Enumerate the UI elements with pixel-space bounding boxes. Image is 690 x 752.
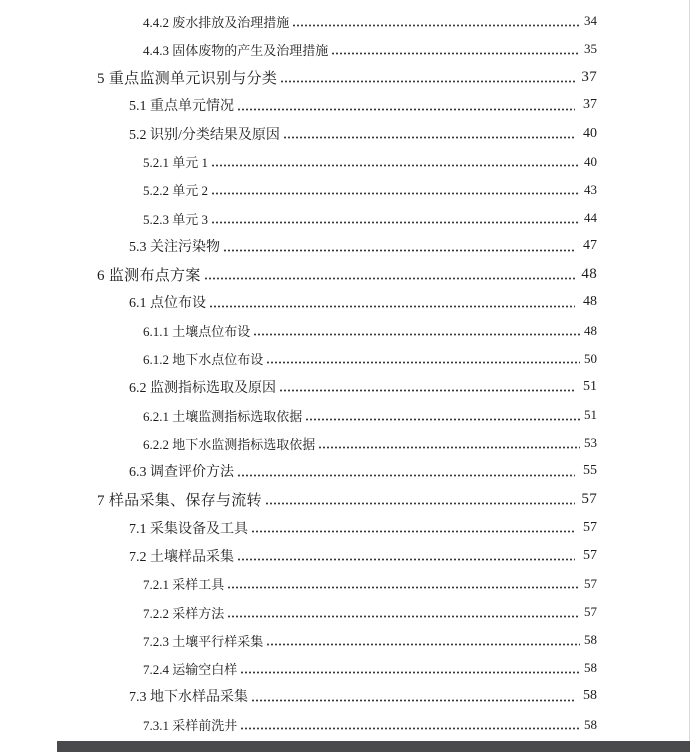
- toc-leader-dots: [237, 108, 575, 111]
- toc-entry[interactable]: [0, 401, 690, 429]
- toc-leader-dots: [204, 277, 575, 280]
- toc-leader-dots: [227, 586, 580, 589]
- toc-entry[interactable]: [0, 598, 690, 626]
- toc-entry[interactable]: [0, 204, 690, 232]
- toc-entry[interactable]: [0, 148, 690, 176]
- toc-entry-page: 40: [583, 125, 597, 141]
- toc-entry-page: 48: [581, 265, 597, 282]
- toc-leader-dots: [237, 474, 575, 477]
- toc-leader-dots: [266, 361, 580, 364]
- toc-entry-page: 37: [583, 97, 597, 113]
- toc-entry-page: 58: [584, 660, 597, 676]
- toc-entry-page: 51: [584, 407, 597, 423]
- toc-entry[interactable]: [0, 654, 690, 682]
- toc-entry[interactable]: [0, 7, 690, 35]
- toc-entry-label: 7.3 地下水样品采集: [129, 690, 248, 706]
- toc-leader-dots: [227, 615, 580, 618]
- toc-leader-dots: [223, 249, 575, 252]
- toc-entry[interactable]: [0, 682, 690, 710]
- toc-entry-page: 57: [583, 547, 597, 563]
- toc-entry-page: 51: [583, 378, 597, 394]
- toc-entry[interactable]: [0, 317, 690, 345]
- toc-entry[interactable]: [0, 288, 690, 316]
- toc-entry[interactable]: [0, 570, 690, 598]
- window-bottom-edge: [57, 741, 690, 752]
- toc-entry-page: 55: [583, 463, 597, 479]
- toc-entry[interactable]: [0, 120, 690, 148]
- toc-entry-label: 5.1 重点单元情况: [129, 99, 234, 115]
- toc-entry[interactable]: [0, 35, 690, 63]
- toc-leader-dots: [251, 530, 575, 533]
- toc-leader-dots: [331, 52, 580, 55]
- toc-list: [0, 7, 690, 739]
- toc-entry-page: 57: [584, 575, 597, 591]
- toc-entry[interactable]: [0, 711, 690, 739]
- toc-entry[interactable]: [0, 457, 690, 485]
- toc-leader-dots: [211, 221, 580, 224]
- toc-entry-page: 57: [583, 519, 597, 535]
- toc-leader-dots: [265, 502, 575, 505]
- toc-entry[interactable]: [0, 485, 690, 513]
- toc-entry-label: 6.2 监测指标选取及原因: [129, 380, 276, 396]
- toc-entry-page: 58: [584, 716, 597, 732]
- toc-leader-dots: [283, 136, 575, 139]
- toc-entry-page: 53: [584, 435, 597, 451]
- toc-entry-label: 6.3 调查评价方法: [129, 465, 234, 481]
- toc-leader-dots: [251, 699, 575, 702]
- toc-leader-dots: [253, 333, 580, 336]
- toc-leader-dots: [240, 727, 580, 730]
- toc-entry-page: 44: [584, 210, 597, 226]
- toc-entry-label: 7 样品采集、保存与流转: [97, 492, 262, 509]
- toc-entry-page: 50: [584, 350, 597, 366]
- toc-entry-label: 4.4.2 废水排放及治理措施: [143, 14, 290, 30]
- toc-entry-page: 47: [583, 238, 597, 254]
- toc-entry-label: 7.3.1 采样前洗井: [143, 718, 238, 734]
- toc-entry[interactable]: [0, 429, 690, 457]
- toc-entry-label: 5.2.2 单元 2: [143, 183, 209, 199]
- toc-entry[interactable]: [0, 514, 690, 542]
- toc-entry-page: 34: [584, 13, 597, 29]
- toc-entry-page: 37: [581, 68, 597, 85]
- toc-entry-label: 6.1.1 土壤点位布设: [143, 324, 251, 340]
- toc-entry-label: 7.2.4 运输空白样: [143, 661, 238, 677]
- toc-leader-dots: [305, 418, 580, 421]
- toc-entry-page: 58: [583, 688, 597, 704]
- toc-entry-label: 5 重点监测单元识别与分类: [97, 70, 278, 87]
- toc-entry-label: 6.1.2 地下水点位布设: [143, 352, 264, 368]
- toc-leader-dots: [266, 643, 580, 646]
- toc-entry[interactable]: [0, 63, 690, 91]
- toc-entry-page: 48: [584, 322, 597, 338]
- toc-entry-label: 7.2 土壤样品采集: [129, 549, 234, 565]
- toc-entry-page: 57: [584, 604, 597, 620]
- toc-entry-label: 5.3 关注污染物: [129, 240, 220, 256]
- toc-entry-label: 7.2.1 采样工具: [143, 577, 225, 593]
- toc-entry-label: 7.1 采集设备及工具: [129, 521, 248, 537]
- toc-leader-dots: [211, 192, 580, 195]
- toc-entry-page: 40: [584, 153, 597, 169]
- toc-entry[interactable]: [0, 91, 690, 119]
- toc-entry[interactable]: [0, 176, 690, 204]
- toc-entry-page: 57: [581, 490, 597, 507]
- toc-entry[interactable]: [0, 373, 690, 401]
- toc-entry-label: 5.2.3 单元 3: [143, 211, 209, 227]
- toc-leader-dots: [240, 671, 580, 674]
- toc-entry-label: 7.2.3 土壤平行样采集: [143, 633, 264, 649]
- toc-leader-dots: [280, 80, 575, 83]
- toc-entry-label: 6.2.1 土壤监测指标选取依据: [143, 408, 303, 424]
- toc-entry-label: 5.2.1 单元 1: [143, 155, 209, 171]
- toc-leader-dots: [209, 305, 575, 308]
- toc-entry-label: 5.2 识别/分类结果及原因: [129, 127, 280, 143]
- toc-leader-dots: [292, 24, 580, 27]
- toc-entry-label: 6.1 点位布设: [129, 296, 206, 312]
- toc-entry[interactable]: [0, 345, 690, 373]
- toc-entry[interactable]: [0, 542, 690, 570]
- toc-entry-page: 48: [583, 294, 597, 310]
- toc-leader-dots: [237, 558, 575, 561]
- toc-entry-label: 4.4.3 固体废物的产生及治理措施: [143, 42, 329, 58]
- toc-entry[interactable]: [0, 260, 690, 288]
- toc-entry[interactable]: [0, 626, 690, 654]
- toc-leader-dots: [318, 446, 580, 449]
- toc-entry-page: 43: [584, 181, 597, 197]
- toc-entry-page: 58: [584, 632, 597, 648]
- toc-entry-label: 6 监测布点方案: [97, 267, 201, 284]
- toc-entry-page: 35: [584, 41, 597, 57]
- toc-entry-label: 6.2.2 地下水监测指标选取依据: [143, 436, 316, 452]
- toc-leader-dots: [211, 164, 580, 167]
- toc-entry[interactable]: [0, 232, 690, 260]
- toc-entry-label: 7.2.2 采样方法: [143, 605, 225, 621]
- toc-leader-dots: [279, 389, 575, 392]
